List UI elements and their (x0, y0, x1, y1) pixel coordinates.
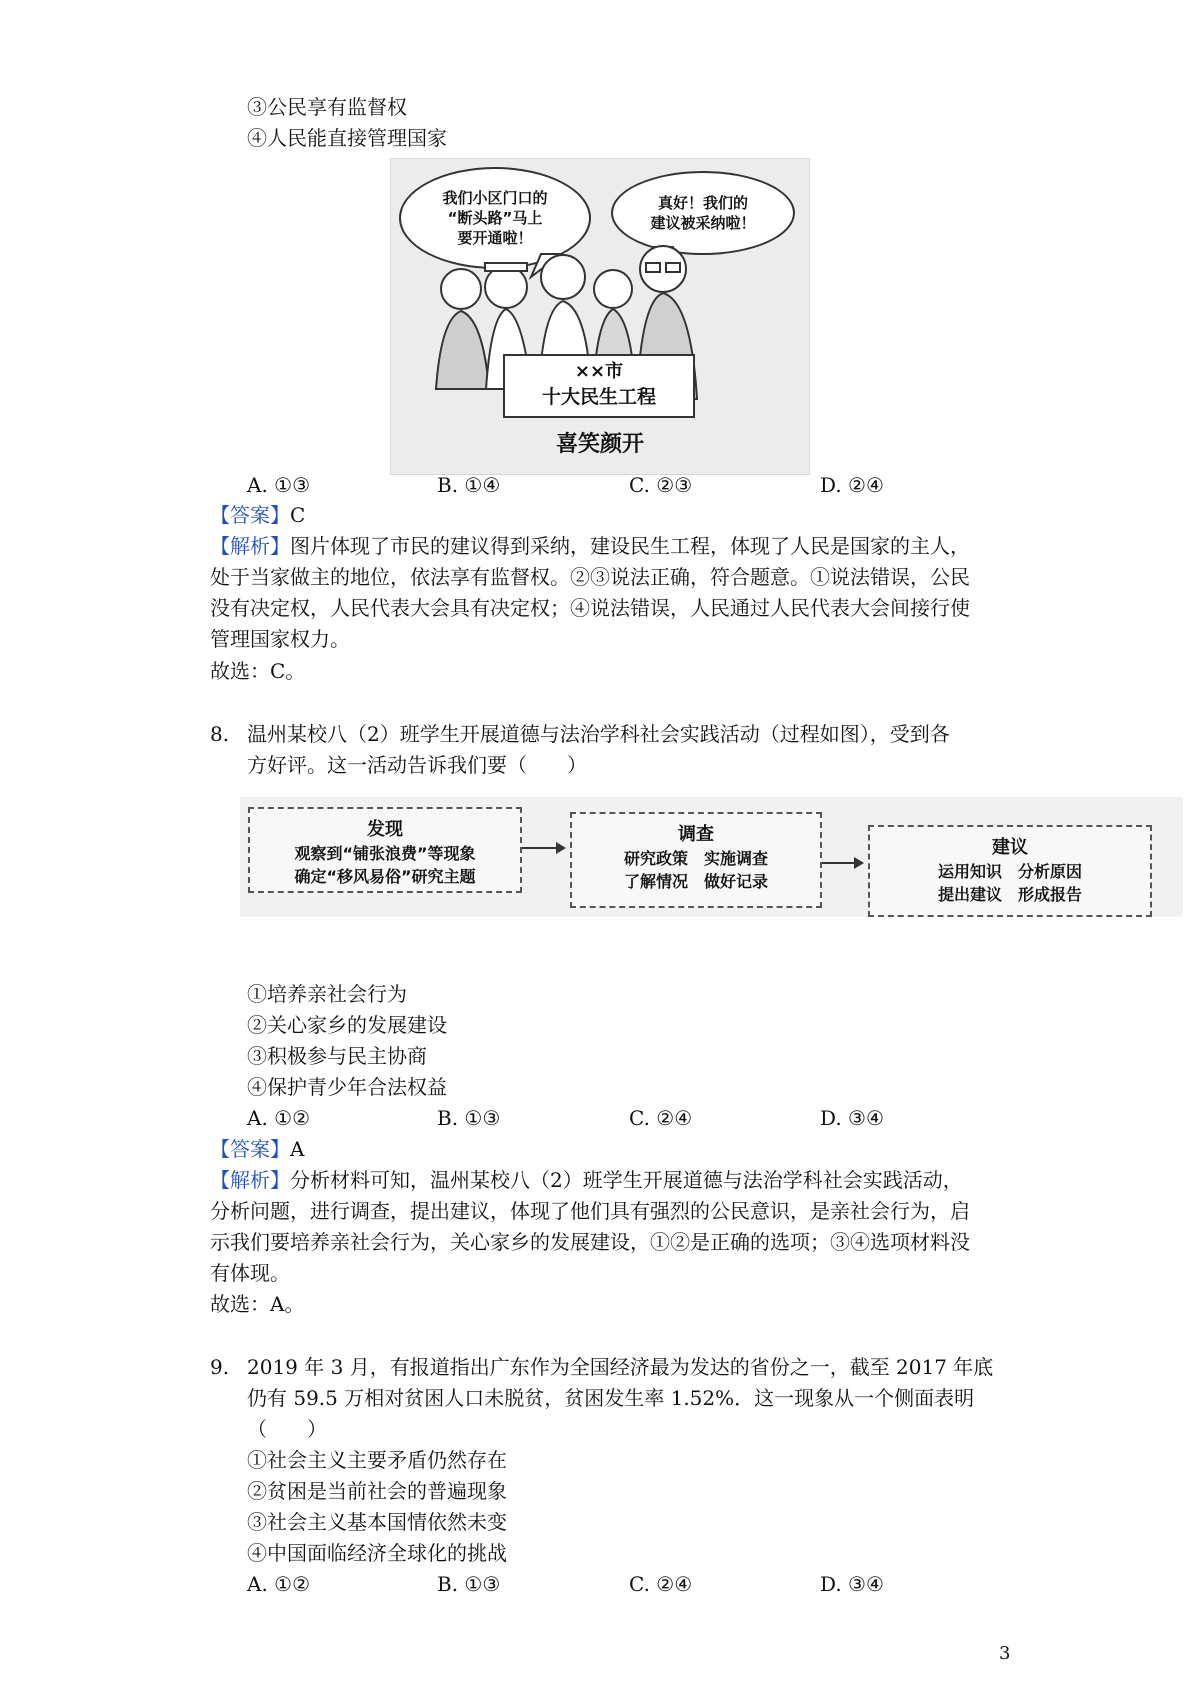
q8-stem-line-2: 方好评。这一活动告诉我们要（ ） (247, 753, 587, 777)
q9-stem-line-1: 2019 年 3 月，有报道指出广东作为全国经济最为发达的省份之一，截至 2017 年底 (247, 1355, 994, 1379)
speech-bubble-left: 我们小区门口的 “断头路”马上 要开通啦！ (399, 167, 591, 269)
page-number: 3 (999, 1643, 1011, 1664)
q8-analysis-line-3: 示我们要培养亲社会行为，关心家乡的发展建设，①②是正确的选项；③④选项材料没 (210, 1230, 970, 1254)
q9-option-c: C. ②④ (629, 1572, 693, 1596)
q9-statement-4: ④中国面临经济全球化的挑战 (247, 1541, 507, 1565)
q9-number: 9. (210, 1355, 230, 1379)
q7-statement-3: ③公民享有监督权 (247, 95, 407, 119)
cartoon-banner: ××市 十大民生工程 (503, 354, 695, 418)
q7-statement-4: ④人民能直接管理国家 (247, 126, 447, 150)
q8-statement-3: ③积极参与民主协商 (247, 1044, 427, 1068)
q9-statement-2: ②贫困是当前社会的普遍现象 (247, 1479, 507, 1503)
q8-analysis-line-2: 分析问题，进行调查，提出建议，体现了他们具有强烈的公民意识，是亲社会行为，启 (210, 1199, 970, 1223)
analysis-tag: 【解析】 (210, 1168, 290, 1192)
analysis-tag: 【解析】 (210, 534, 290, 558)
q8-option-b: B. ①③ (437, 1106, 501, 1130)
flow-arrow-1 (522, 847, 564, 849)
q7-option-b: B. ①④ (437, 473, 501, 497)
speech-bubble-right: 真好！我们的 建议被采纳啦！ (611, 171, 795, 255)
q8-flowchart (240, 797, 1183, 917)
answer-tag: 【答案】 (210, 503, 290, 527)
q8-option-d: D. ③④ (820, 1106, 884, 1130)
q7-choose: 故选：C。 (210, 659, 306, 683)
flow-arrow-2 (822, 862, 862, 864)
q7-analysis-line-3: 没有决定权，人民代表大会具有决定权；④说法错误，人民通过人民代表大会间接行使 (210, 596, 970, 620)
q8-statement-4: ④保护青少年合法权益 (247, 1075, 447, 1099)
q9-stem-line-2: 仍有 59.5 万相对贫困人口未脱贫，贫困发生率 1.52%．这一现象从一个侧面表明 (247, 1386, 975, 1410)
cartoon-caption: 喜笑颜开 (555, 432, 644, 457)
q9-option-b: B. ①③ (437, 1572, 501, 1596)
q7-option-c: C. ②③ (629, 473, 693, 497)
q8-statement-1: ①培养亲社会行为 (247, 982, 407, 1006)
q9-statement-1: ①社会主义主要矛盾仍然存在 (247, 1448, 507, 1472)
q7-option-d: D. ②④ (820, 473, 884, 497)
q8-analysis-line-1: 【解析】分析材料可知，温州某校八（2）班学生开展道德与法治学科社会实践活动， (210, 1168, 963, 1192)
q8-analysis-line-4: 有体现。 (210, 1261, 290, 1285)
q7-cartoon-image (390, 158, 810, 475)
q8-option-a: A. ①② (247, 1106, 311, 1130)
q8-number: 8. (210, 722, 230, 746)
q8-stem-line-1: 温州某校八（2）班学生开展道德与法治学科社会实践活动（过程如图），受到各 (247, 722, 950, 746)
q9-option-a: A. ①② (247, 1572, 311, 1596)
q9-statement-3: ③社会主义基本国情依然未变 (247, 1510, 507, 1534)
q8-statement-2: ②关心家乡的发展建设 (247, 1013, 447, 1037)
q7-analysis-line-2: 处于当家做主的地位，依法享有监督权。②③说法正确，符合题意。①说法错误，公民 (210, 565, 970, 589)
q7-analysis-line-4: 管理国家权力。 (210, 627, 350, 651)
answer-tag: 【答案】 (210, 1137, 290, 1161)
flow-box-investigate: 调查 研究政策 实施调查 了解情况 做好记录 (570, 812, 822, 908)
q7-analysis-line-1: 【解析】图片体现了市民的建议得到采纳，建设民生工程，体现了人民是国家的主人， (210, 534, 970, 558)
flow-box-suggest: 建议 运用知识 分析原因 提出建议 形成报告 (868, 825, 1152, 917)
flow-box-discover: 发现 观察到“铺张浪费”等现象 确定“移风易俗”研究主题 (248, 807, 522, 893)
q8-option-c: C. ②④ (629, 1106, 693, 1130)
q8-answer: 【答案】A (210, 1137, 305, 1161)
q7-answer: 【答案】C (210, 503, 306, 527)
q7-option-a: A. ①③ (247, 473, 311, 497)
q8-choose: 故选：A。 (210, 1292, 305, 1316)
q9-option-d: D. ③④ (820, 1572, 884, 1596)
q9-stem-line-3: （ ） (247, 1417, 327, 1441)
